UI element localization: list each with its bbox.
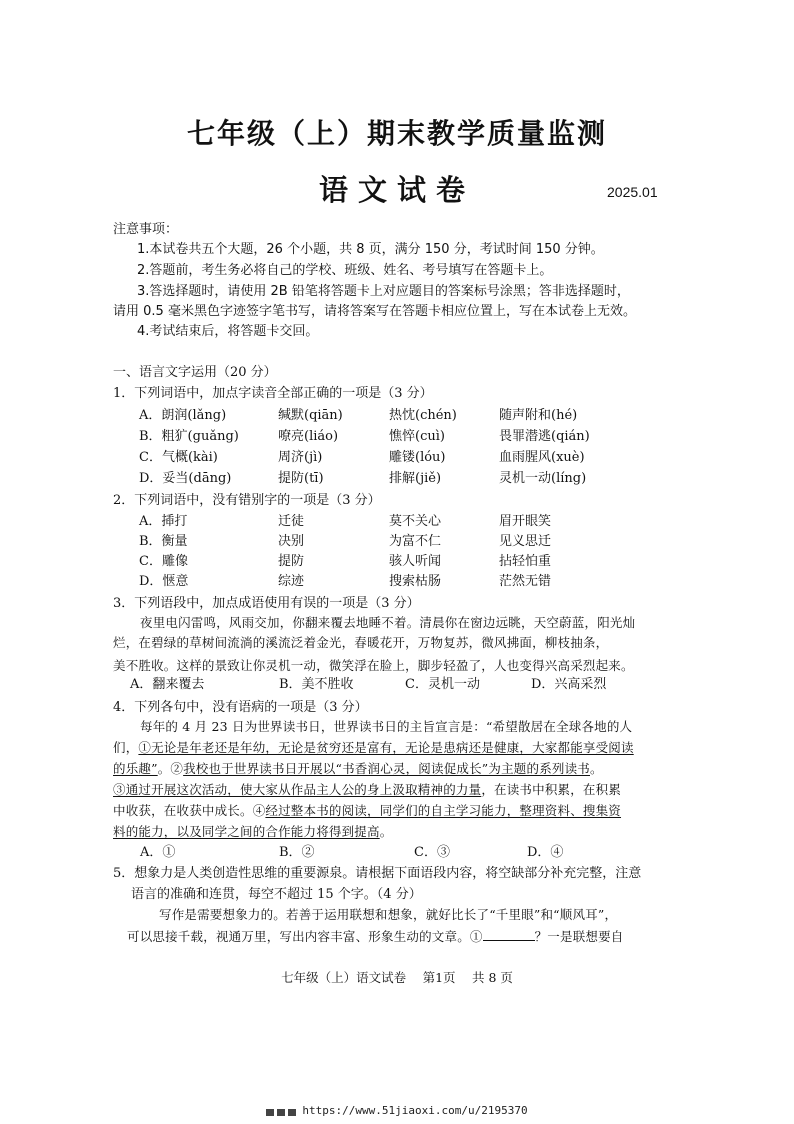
q2-word: 决别: [278, 534, 305, 549]
q2-option: D．惬意: [139, 574, 189, 589]
q3-option-a: A．翻来覆去: [130, 677, 205, 692]
q2-word: 眉开眼笑: [499, 514, 552, 529]
q4-sentence-1: ①无论是年老还是年幼，无论是贫穷还是富有，无论是患病还是健康，大家都能享受阅读: [138, 740, 634, 755]
q1-word: 畏罪潜逃(qián): [499, 429, 590, 444]
section-heading: 一、语言文字运用（20 分）: [113, 365, 277, 380]
q3-passage-line: 夜里电闪雷鸣，风雨交加，你翻来覆去地睡不着。清晨你在窗边远眺，天空蔚蓝，阳光灿: [140, 615, 636, 630]
q2-word: 迁徒: [278, 514, 305, 529]
q3-passage-line: 美不胜收。这样的景致让你灵机一动，微笑浮在脸上，脚步轻盈了，人也变得兴高采烈起来。: [113, 658, 634, 673]
q1-word: 周济(jì): [278, 450, 323, 465]
source-footer: [0, 1104, 794, 1117]
q1-word: 提防(tī): [278, 471, 324, 486]
q4-option-c: C．③: [414, 845, 450, 860]
q2-word: 综迹: [278, 574, 305, 589]
q5-passage-line: 可以思接千载，视通万里，写出内容丰富、形象生动的文章。① ？一是联想要自: [127, 929, 624, 944]
notice-item-1: 1.本试卷共五个大题，26 个小题，共 8 页，满分 150 分，考试时间 150 分钟。: [137, 242, 604, 257]
q2-word: 见义思迁: [499, 534, 552, 549]
exam-title: 七年级（上）期末教学质量监测: [186, 117, 607, 150]
q4-sentence-3: ③通过开展这次活动，使大家从作品主人公的身上汲取精神的力量: [113, 782, 482, 797]
q2-word: 提防: [278, 554, 305, 569]
question-5-stem: 5．想象力是人类创造性思维的重要源泉。请根据下面语段内容，将空缺部分补充完整，注意: [113, 866, 642, 881]
q3-option-c: C．灵机一动: [405, 677, 480, 692]
notice-item-2: 2.答题前，考生务必将自己的学校、班级、姓名、考号填写在答题卡上。: [137, 263, 553, 278]
question-4-stem: 4．下列各句中，没有语病的一项是（3 分）: [113, 700, 368, 715]
q4-sentence-2: 我校也于世界读书日开展以“书香润心灵，阅读促成长”为主题的系列读书: [183, 761, 590, 776]
q1-option: D．妥当(dāng): [139, 471, 232, 486]
q4-passage-line: 料的能力，以及同学之间的合作能力将得到提高。: [113, 824, 393, 839]
q4-option-b: B．②: [279, 845, 315, 860]
q1-word: 灵机一动(líng): [499, 471, 587, 486]
answer-blank[interactable]: [483, 928, 535, 941]
q4-passage-line: 中收获，在收获中成长。④经过整本书的阅读，同学们的自主学习能力，整理资料、搜集资: [113, 803, 622, 818]
q4-option-d: D．④: [527, 845, 564, 860]
q2-word: 骇人听闻: [389, 554, 442, 569]
exam-date: 2025.01: [607, 184, 658, 200]
q2-word: 拈轻怕重: [499, 554, 552, 569]
page-footer: 七年级（上）语文试卷 第1页 共 8 页: [281, 970, 513, 985]
q3-passage-line: 烂，在碧绿的草树间流淌的溪流泛着金光，春暖花开，万物复苏，微风拂面，柳枝抽条，: [113, 635, 609, 650]
question-2-stem: 2．下列词语中，没有错别字的一项是（3 分）: [113, 493, 381, 508]
logo-mark: [266, 1107, 296, 1116]
notice-item-4: 4.考试结束后，将答题卡交回。: [137, 324, 319, 339]
q3-option-d: D．兴高采烈: [531, 677, 607, 692]
q3-option-b: B．美不胜收: [279, 677, 354, 692]
q5-passage-line: 写作是需要想象力的。若善于运用联想和想象，就好比长了“千里眼”和“顺风耳”，: [159, 907, 618, 922]
q4-passage-line: 们，①无论是年老还是年幼，无论是贫穷还是富有，无论是患病还是健康，大家都能享受阅读: [113, 740, 634, 755]
q1-word: 缄默(qiān): [278, 408, 343, 423]
q4-passage-line: 的乐趣”。②我校也于世界读书日开展以“书香润心灵，阅读促成长”为主题的系列读书。: [113, 761, 603, 776]
q2-word: 为富不仁: [389, 534, 442, 549]
q1-option: B．粗犷(guǎng): [139, 429, 239, 444]
exam-subtitle: 语文试卷: [318, 173, 475, 207]
q4-option-a: A．①: [140, 845, 176, 860]
q1-word: 嘹亮(liáo): [278, 429, 339, 444]
q1-option: A．朗润(lǎng): [139, 408, 227, 423]
q2-word: 莫不关心: [389, 514, 442, 529]
notice-heading: 注意事项：: [113, 222, 179, 237]
question-1-stem: 1．下列词语中，加点字读音全部正确的一项是（3 分）: [113, 386, 433, 401]
q2-word: 茫然无错: [499, 574, 552, 589]
q4-passage-line: 每年的 4 月 23 日为世界读书日，世界读书日的主旨宣言是：“希望散居在全球各地的人: [140, 719, 633, 734]
q1-option: C．气概(kài): [139, 450, 218, 465]
question-5-stem-cont: 语言的准确和连贯，每空不超过 15 个字。（4 分）: [131, 887, 422, 902]
q2-option: B．衡量: [139, 534, 188, 549]
q1-word: 热忱(chén): [389, 408, 457, 423]
q4-passage-line: ③通过开展这次活动，使大家从作品主人公的身上汲取精神的力量，在读书中积累，在积累: [113, 782, 622, 797]
notice-item-3: 3.答选择题时，请使用 2B 铅笔将答题卡上对应题目的答案标号涂黑；答非选择题时，: [137, 284, 630, 299]
q2-word: 搜索枯肠: [389, 574, 442, 589]
q1-word: 雕镂(lóu): [389, 450, 446, 465]
q1-word: 血雨腥风(xuè): [499, 450, 585, 465]
q2-option: C．雕像: [139, 554, 188, 569]
q4-sentence-4: 经过整本书的阅读，同学们的自主学习能力，整理资料、搜集资: [265, 803, 622, 818]
q1-word: 排解(jiě): [389, 471, 442, 486]
q1-word: 憔悴(cuì): [389, 429, 445, 444]
q2-option: A．揷打: [139, 514, 188, 529]
source-url[interactable]: https://www.51jiaoxi.com/u/2195370: [302, 1104, 528, 1117]
notice-item-3-cont: 请用 0.5 毫米黑色字迹签字笔书写，请将答案写在答题卡相应位置上，写在本试卷上无效。: [113, 304, 636, 319]
q1-word: 随声附和(hé): [499, 408, 578, 423]
question-3-stem: 3．下列语段中，加点成语使用有误的一项是（3 分）: [113, 596, 420, 611]
